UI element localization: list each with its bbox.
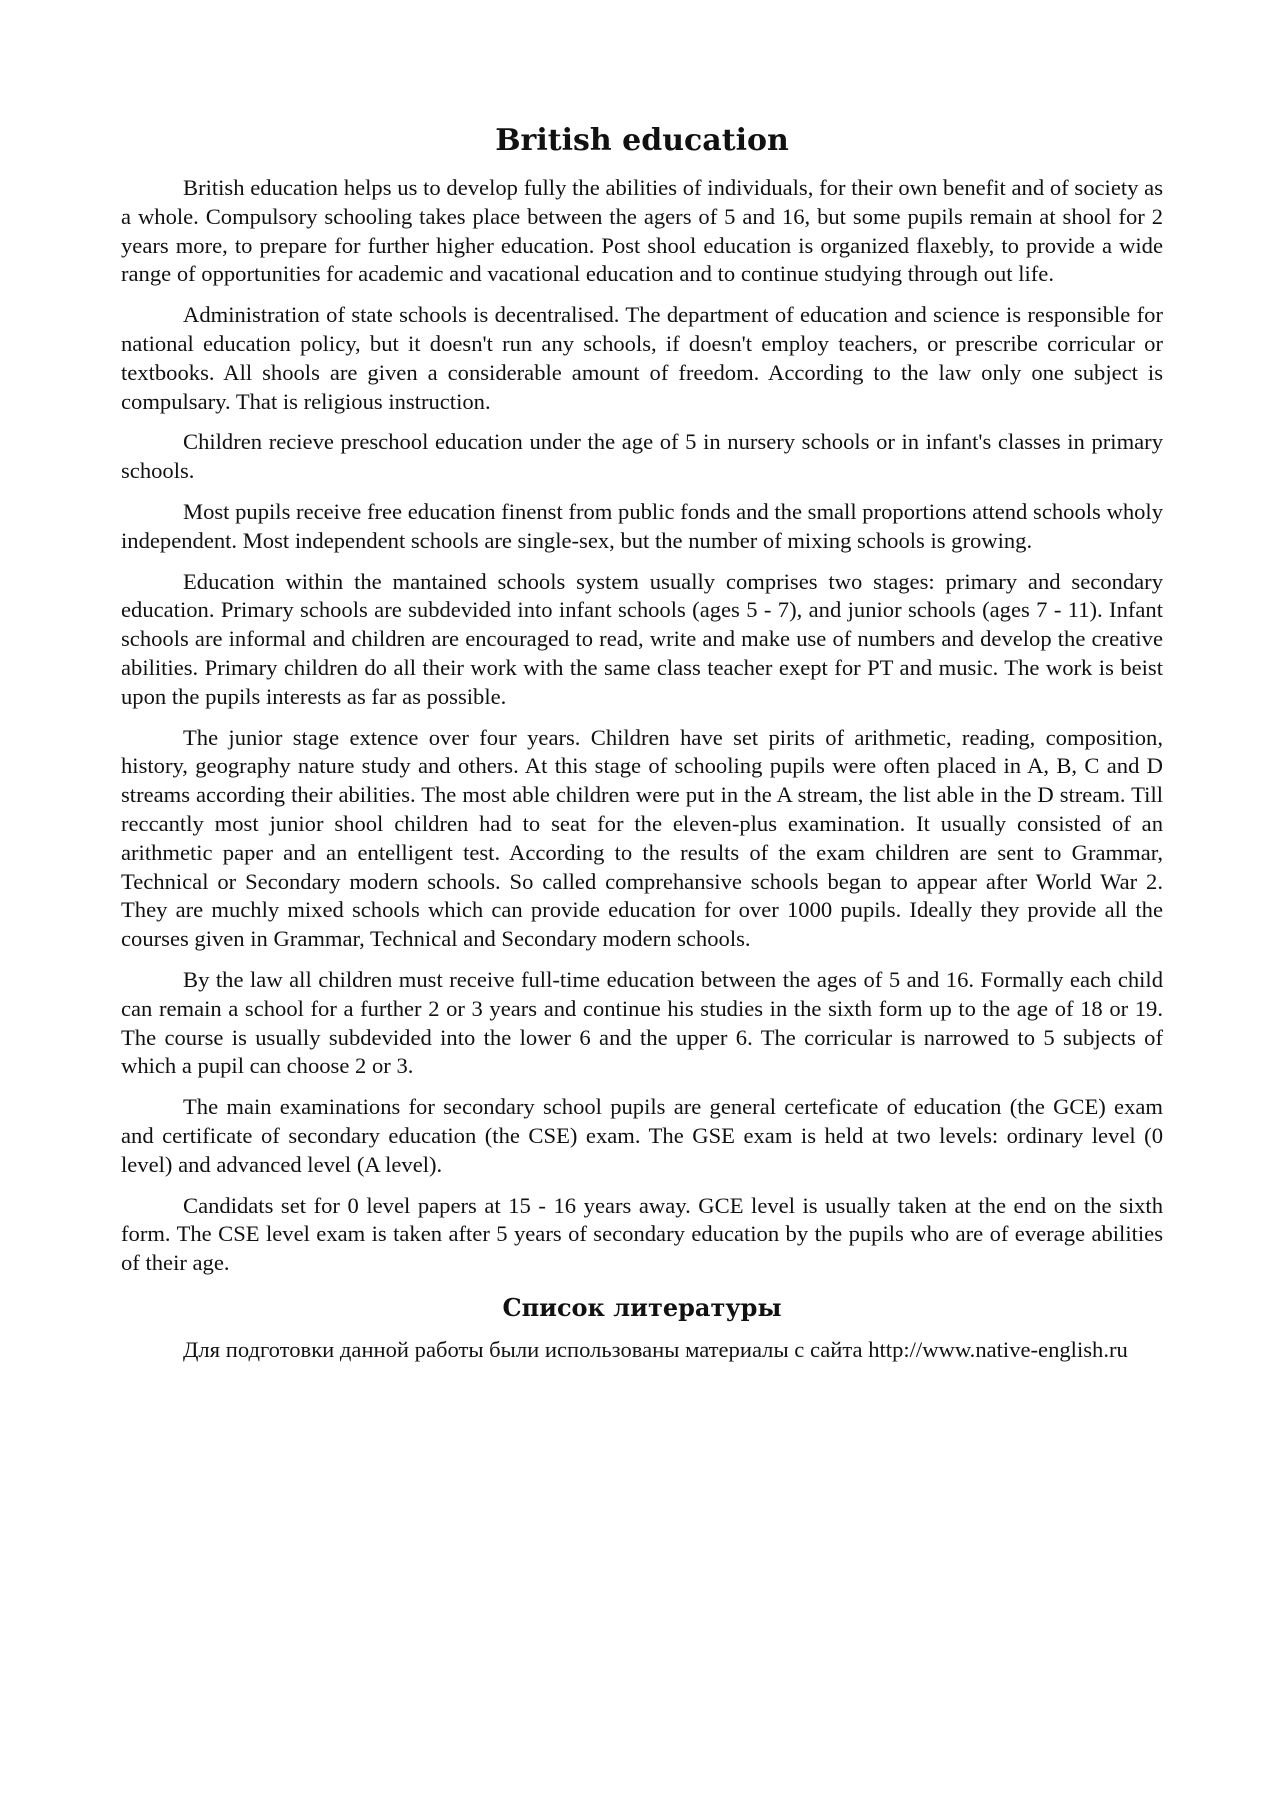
paragraph: Candidats set for 0 level papers at 15 - 16 years away. GCE level is usually taken at the end on the sixth form. The CSE level exam is taken after 5 years of secondary education by the pupils who are of everage abilities of their age. — [121, 1192, 1163, 1276]
paragraph: Education within the mantained schools system usually comprises two stages: primary and secondary education. Primary schools are subdevided into infant schools (ages 5 - 7), and junior schools (ages 7 - 11). Infant schools are informal and children are encouraged to read, write and make use of numbers and develop the creative abilities. Primary children do all their work with the same class teacher exept for PT and music. The work is beist upon the pupils interests as far as possible. — [121, 568, 1163, 709]
document-title: British education — [495, 123, 789, 158]
paragraph: The junior stage extence over four years. Children have set pirits of arithmetic, reading, composition, history, geography nature study and others. At this stage of schooling pupils were often placed in A, B, C and D streams according their abilities. The most able children were put in the A stream, the list able in the D stream. Till reccantly most junior shool children had to seat for the eleven-plus examination. It usually consisted of an arithmetic paper and an entelligent test. According to the results of the exam children are sent to Grammar, Technical or Secondary modern schools. So called comprehansive schools began to appear after World War 2. They are muchly mixed schools which can provide education for over 1000 pupils. Ideally they provide all the courses given in Grammar, Technical and Secondary modern schools. — [121, 724, 1163, 952]
paragraph: Most pupils receive free education finenst from public fonds and the small proportions attend schools wholy independent. Most independent schools are single-sex, but the number of mixing schools is growing. — [121, 498, 1163, 553]
paragraph: Administration of state schools is decentralised. The department of education and science is responsible for national education policy, but it doesn't run any schools, if doesn't employ teachers, or prescribe corricular or textbooks. All shools are given a considerable amount of freedom. According to the law only one subject is compulsary. That is religious instruction. — [121, 302, 1163, 414]
paragraph: Children recieve preschool education under the age of 5 in nursery schools or in infant's classes in primary schools. — [121, 429, 1163, 484]
source-link[interactable]: http://www.native-english.ru — [868, 1336, 1128, 1362]
paragraph: British education helps us to develop fully the abilities of individuals, for their own benefit and of society as a whole. Compulsory schooling takes place between the agers of 5 and 16, but some pupils remain at shool for 2 years more, to prepare for further higher education. Post shool education is organized flaxebly, to provide a wide range of opportunities for academic and vacational education and to continue studying through out life. — [121, 175, 1163, 287]
document-page — [121, 118, 1163, 1377]
paragraph: By the law all children must receive full-time education between the ages of 5 and 16. Formally each child can remain a school for a further 2 or 3 years and continue his studies in the sixth form up to the age of 18 or 19. The course is usually subdevided into the lower 6 and the upper 6. The corricular is narrowed to 5 subjects of which a pupil can choose 2 or 3. — [121, 966, 1163, 1079]
references-paragraph — [121, 1336, 1163, 1365]
paragraph: The main examinations for secondary school pupils are general certeficate of education (the GCE) exam and certificate of secondary education (the CSE) exam. The GSE exam is held at two levels: ordinary level (0 level) and advanced level (A level). — [121, 1094, 1163, 1177]
references-text: Для подготовки данной работы были использованы материалы с сайта — [183, 1336, 863, 1362]
references-heading: Список литературы — [502, 1292, 782, 1322]
